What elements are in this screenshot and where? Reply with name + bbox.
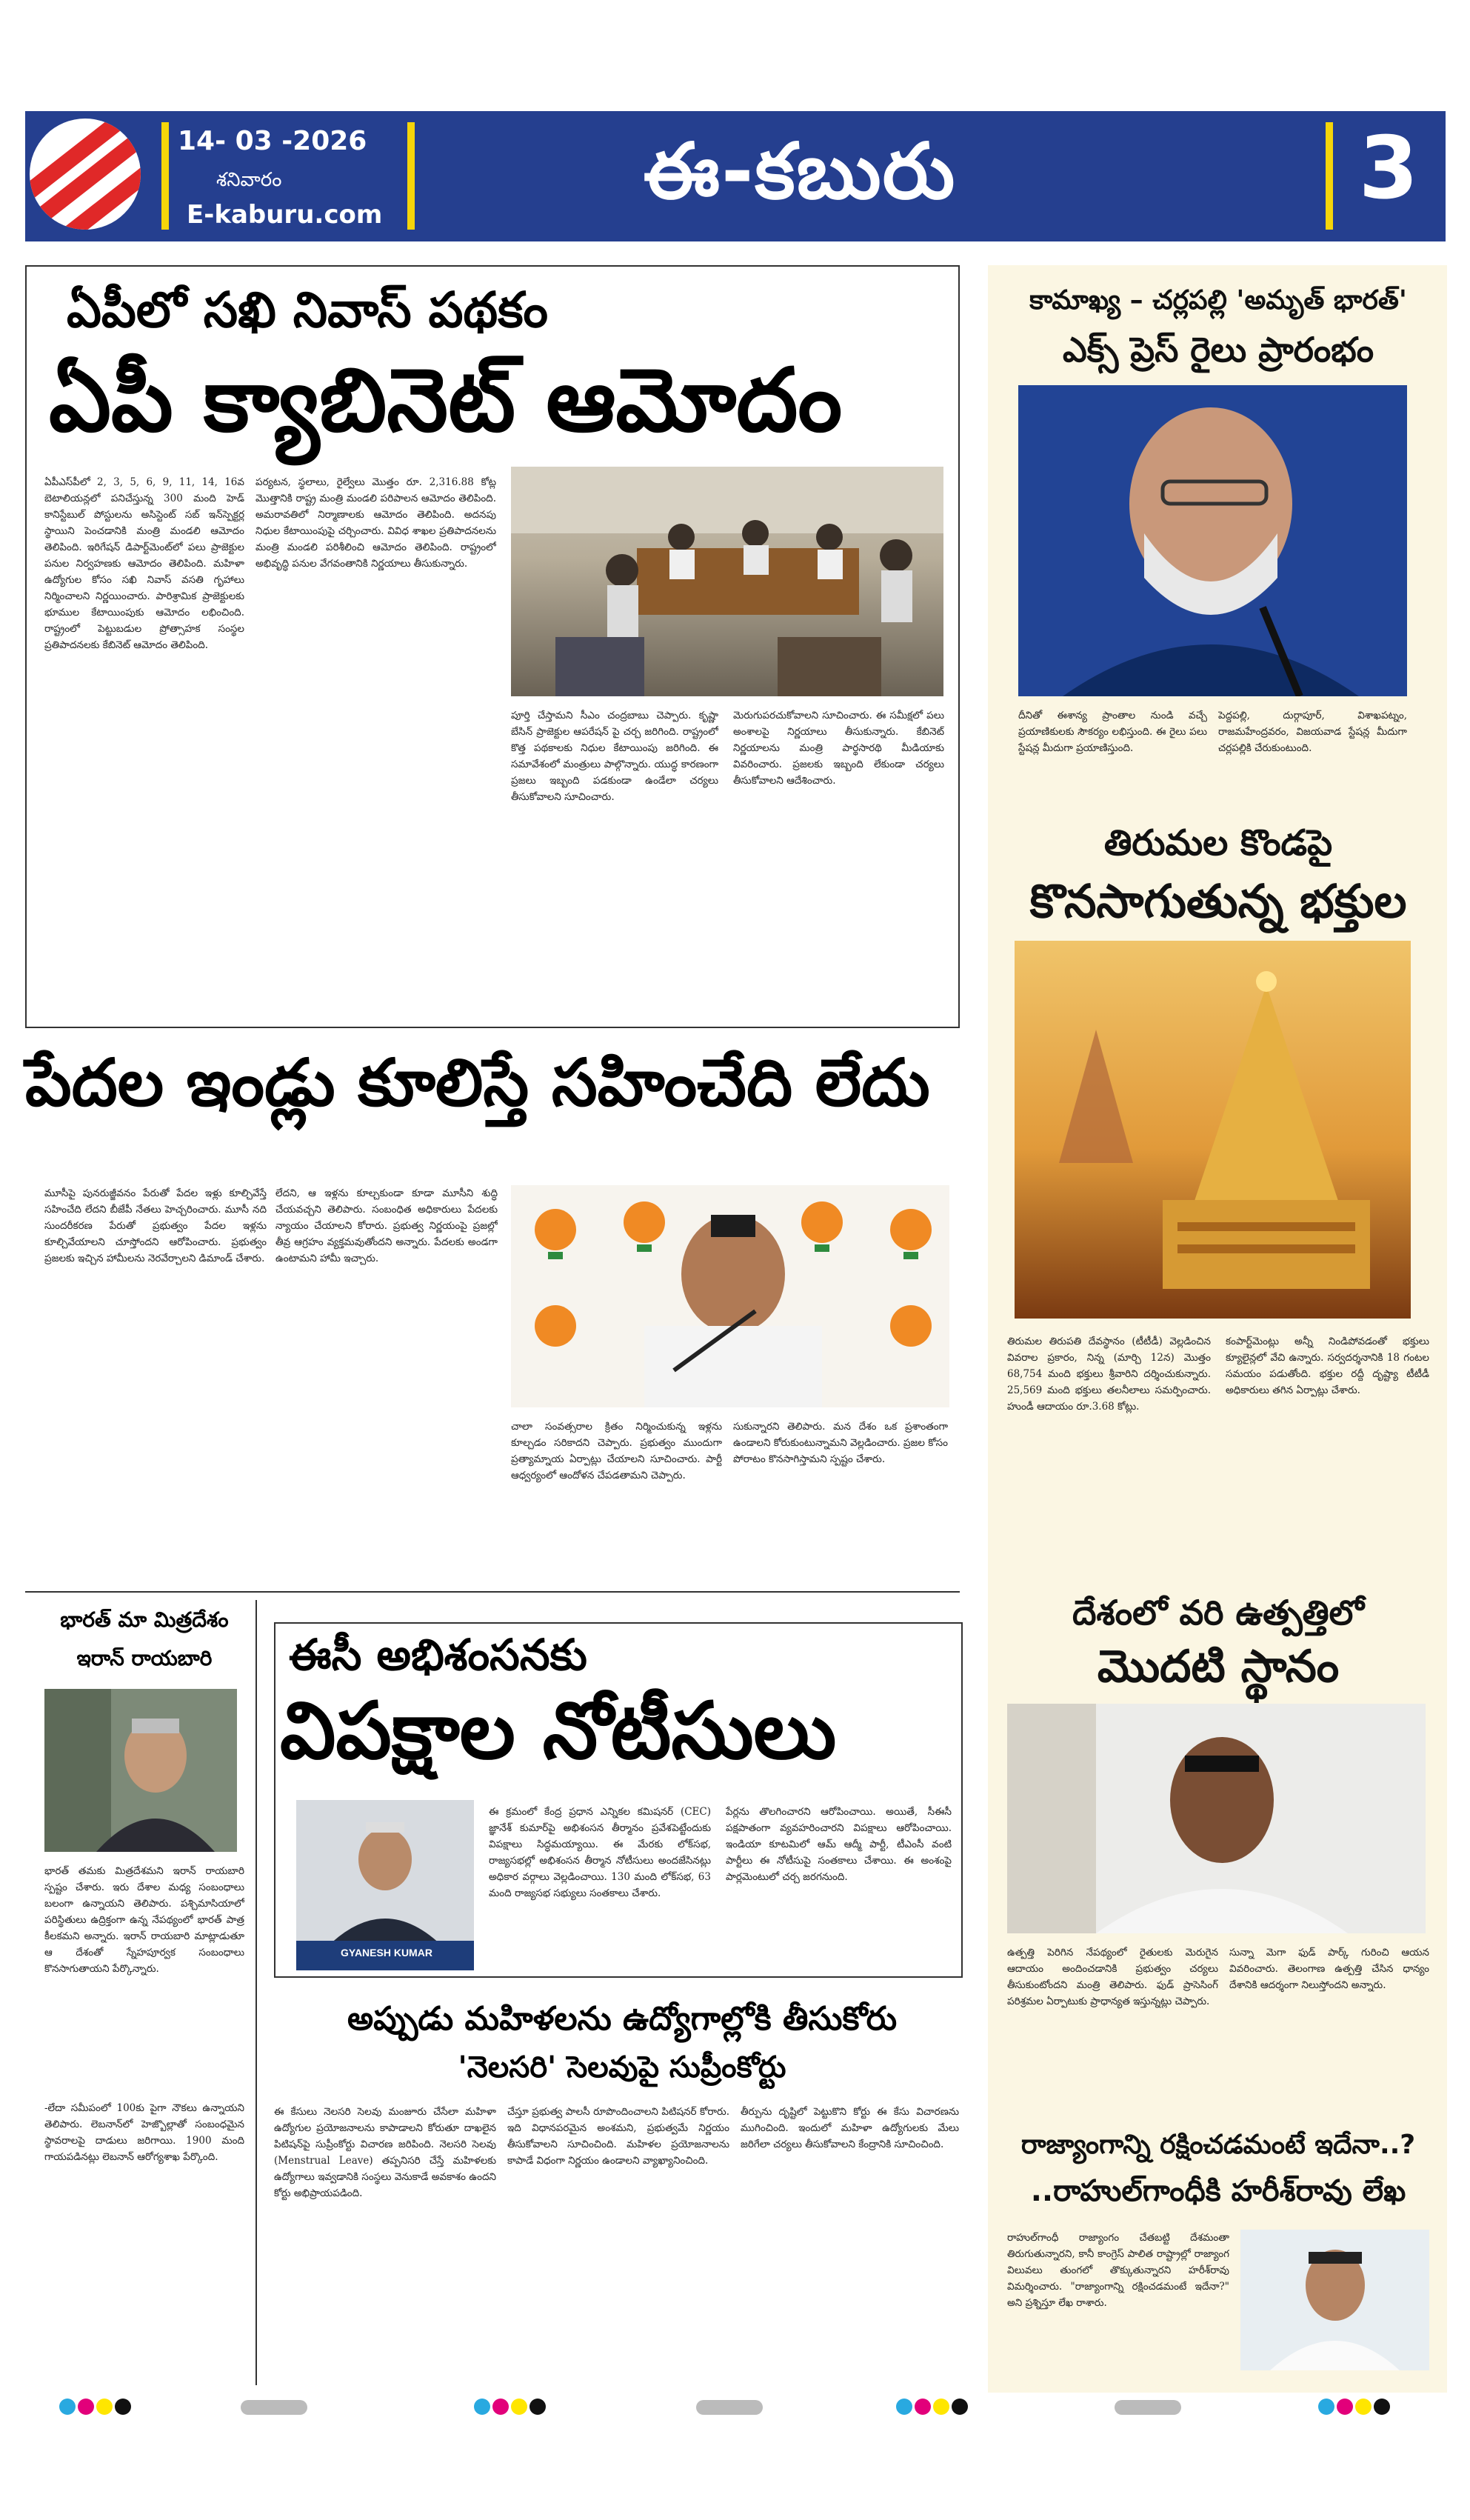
rice-headline: మొదటి స్థానం xyxy=(1097,1641,1340,1693)
harish-body: రాహుల్‌గాంధీ రాజ్యాంగం చేతబట్టి దేశమంతా తిరుగుతున్నారని, కానీ కాంగ్రెస్ పాలిత రాష్ట్రాల్లో రాజ్యాంగ విలువలు తుంగలో తొక్కుతున్నారని హరీశ్‌రావు విమర్శించారు. "రాజ్యాంగాన్ని రక్షించడమంటే ఇదేనా?" అని ప్రశ్నిస్తూ లేఖ రాశారు. xyxy=(1007,2232,1229,2309)
masthead-divider xyxy=(161,122,169,230)
rice-col1: ఉత్పత్తి పెరిగిన నేపథ్యంలో రైతులకు మెరుగైన ఆదాయం అందించడానికి ప్రభుత్వం చర్యలు తీసుకుంటోందని మంత్రి తెలిపారు. ఫుడ్ ప్రాసెసింగ్ పరిశ్రమల ఏర్పాటుకు ప్రాధాన్యత ఇస్తున్నట్లు చెప్పారు. xyxy=(1007,1947,1218,2007)
tirumala-col2: కంపార్ట్‌మెంట్లు అన్నీ నిండిపోవడంతో భక్తులు క్యూలైన్లలో వేచి ఉన్నారు. సర్వదర్శనానికి 18 గంటల సమయం పడుతోంది. భక్తుల రద్దీ దృష్ట్యా టీటీడీ అధికారులు తగిన ఏర్పాట్లు చేశారు. xyxy=(1226,1336,1429,1396)
story-houses-col1: మూసీపై పునరుజ్జీవనం పేరుతో పేదల ఇళ్లు కూల్చివేస్తే సహించేది లేదని బీజేపీ నేతలు హెచ్చరించారు. మూసీ నది సుందరీకరణ పేరుతో ప్రభుత్వం పేదల ఇళ్లను కూల్చివేయాలని చూస్తోందని ఆరోపించారు. ప్రభుత్వం ప్రజలకు ఇచ్చిన హామీలను నెరవేర్చాలని డిమాండ్ చేశారు. xyxy=(44,1187,267,1264)
story-houses-col2: లేదని, ఆ ఇళ్లను కూల్చకుండా కూడా మూసీని శుద్ధి చేయవచ్చని తెలిపారు. సంబంధిత అధికారులు పేదలకు న్యాయం చేయాలని కోరారు. ప్రభుత్వ నిర్ణయంపై ప్రజల్లో తీవ్ర ఆగ్రహం వ్యక్తమవుతోందని అన్నారు. పేదలకు అండగా ఉంటామని హామీ ఇచ్చారు. xyxy=(275,1187,498,1264)
black-swatch xyxy=(115,2399,131,2415)
modi-photo xyxy=(1018,385,1407,696)
temple-illustration xyxy=(1015,941,1411,1319)
harish-illustration xyxy=(1240,2230,1429,2370)
modi-illustration xyxy=(1018,385,1407,696)
yellow-swatch xyxy=(96,2399,113,2415)
registration-marks xyxy=(896,2399,970,2418)
newspaper-title: ఈ-కబురు xyxy=(643,126,957,216)
story-cabinet-headline: ఏపీ క్యాబినెట్ ఆమోదం xyxy=(49,349,843,451)
registration-marks xyxy=(1318,2399,1392,2418)
story-notice-col1: ఈ క్రమంలో కేంద్ర ప్రధాన ఎన్నికల కమిషనర్ (CEC) జ్ఞానేశ్ కుమార్‌పై అభిశంసన తీర్మానం ప్రవేశపెట్టేందుకు విపక్షాలు సిద్ధమయ్యాయి. ఈ మేరకు లోక్‌సభ, రాజ్యసభల్లో అభిశంసన తీర్మాన నోటీసులు అందజేసినట్లు అధికార వర్గాలు వెల్లడించాయి. 130 మంది లోక్‌సభ, 63 మంది రాజ్యసభ సభ్యులు సంతకాలు చేశారు. xyxy=(489,1806,711,1899)
train-col2: పెద్దపల్లి, దుర్గాపూర్, విశాఖపట్నం, రాజమహేంద్రవరం, విజయవాడ స్టేషన్ల మీదుగా చర్లపల్లికి చేరుకుంటుంది. xyxy=(1218,710,1407,754)
magenta-swatch xyxy=(492,2399,509,2415)
story-houses-headline: పేదల ఇండ్లు కూలిస్తే సహించేది లేదు xyxy=(25,1044,930,1121)
story-women-headline: 'నెలసరి' సెలవుపై సుప్రీంకోర్టు xyxy=(458,2050,786,2084)
grey-bar xyxy=(241,2400,307,2415)
story-notice-col2: పేర్లను తొలగించారని ఆరోపించాయి. అయితే, సీఈసీ పక్షపాతంగా వ్యవహరించారని విపక్షాలు ఆరోపించాయి. ఇండియా కూటమిలో ఆమ్ ఆద్మీ పార్టీ, టీఎంసీ వంటి పార్టీలు ఈ నోటీసుపై సంతకాలు చేశాయి. ఈ అంశంపై పార్లమెంటులో చర్చ జరగనుంది. xyxy=(726,1806,952,1883)
minister-illustration xyxy=(1007,1704,1426,1933)
magenta-swatch xyxy=(915,2399,931,2415)
story-iran-kicker: భారత్ మా మిత్రదేశం xyxy=(60,1607,229,1632)
story-women-kicker: అప్పుడు మహిళలను ఉద్యోగాల్లోకి తీసుకోరు xyxy=(347,2000,898,2038)
issue-day: శనివారం xyxy=(216,169,282,191)
story-houses-col4: సుకున్నారని తెలిపారు. మన దేశం ఒక ప్రశాంతంగా ఉండాలని కోరుకుంటున్నామని వెల్లడించారు. ప్రజల కోసం పోరాటం కొనసాగిస్తామని స్పష్టం చేశారు. xyxy=(733,1421,948,1465)
yellow-swatch xyxy=(933,2399,949,2415)
story-women-col2: చేస్తూ ప్రభుత్వ పాలసీ రూపొందించాలని పిటిషనర్ కోరారు. ఇది విధానపరమైన అంశమని, ప్రభుత్వమే నిర్ణయం తీసుకోవాలని సూచించింది. మహిళల ప్రయోజనాలను కాపాడే విధంగా నిర్ణయం ఉండాలని వ్యాఖ్యానించింది. xyxy=(507,2106,729,2167)
cabinet-meeting-illustration xyxy=(511,467,943,696)
iran-ambassador-photo xyxy=(44,1689,237,1852)
magenta-swatch xyxy=(1337,2399,1353,2415)
registration-marks xyxy=(474,2399,548,2418)
story-cabinet-col1: ఏపీఎస్‌పీలో 2, 3, 5, 6, 9, 11, 14, 16వ బెటాలియన్లలో పనిచేస్తున్న 300 మంది హెడ్ కానిస్టేబుల్ పోస్టులను అసిస్టెంట్ సబ్ ఇన్‌స్పెక్టర్ల స్థాయిని పెంచడానికి మంత్రి మండలి ఆమోదం తెలిపింది. ఇరిగేషన్ డిపార్ట్‌మెంట్‌లో పలు ప్రాజెక్టుల పనుల నిర్వహణకు ఆమోదం తెలిపింది. మహిళా ఉద్యోగుల కోసం సఖి నివాస్ వసతి గృహాలు నిర్మించాలని నిర్ణయించారు. పారిశ్రామిక ప్రాజెక్టులకు భూముల కేటాయింపుకు ఆమోదం లభించింది. రాష్ట్రంలో పెట్టుబడుల ప్రోత్సాహక సంస్థల ప్రతిపాదనలకు కేబినెట్ ఆమోదం తెలిపింది. xyxy=(44,476,244,651)
masthead-divider xyxy=(1326,122,1333,230)
story-notice-kicker: ఈసీ అభిశంసనకు xyxy=(289,1630,587,1680)
cyan-swatch xyxy=(474,2399,490,2415)
cyan-swatch xyxy=(59,2399,76,2415)
black-swatch xyxy=(529,2399,546,2415)
masthead-divider xyxy=(407,122,415,230)
story-cabinet-col2: పర్యటన, స్థలాలు, రైల్వేలు మొత్తం రూ. 2,316.88 కోట్ల మొత్తానికి రాష్ట్ర మంత్రి మండలి పరిపాలన ఆమోదం తెలిపింది. అమరావతిలో నిర్మాణాలకు ఆమోదం తెలిపింది. అదనపు నిధుల కేటాయింపుపై చర్చించారు. వివిధ శాఖల ప్రతిపాదనలను మంత్రి మండలి పరిశీలించి ఆమోదం తెలిపింది. రాష్ట్రంలో అభివృద్ధి పనుల వేగవంతానికి నిర్ణయాలు తీసుకున్నారు. xyxy=(255,476,496,570)
minister-photo xyxy=(1007,1704,1426,1933)
yellow-swatch xyxy=(511,2399,527,2415)
story-notice-headline: విపక్షాల నోటీసులు xyxy=(280,1685,837,1776)
cec-illustration xyxy=(296,1800,474,1970)
ekaburu-logo xyxy=(30,119,141,230)
harish-headline: ..రాహుల్‌గాంధీకి హరీశ్‌రావు లేఖ xyxy=(1030,2174,1406,2208)
column-rule xyxy=(255,1600,257,2385)
train-kicker: కామాఖ్య – చర్లపల్లి 'అమృత్ భారత్' xyxy=(1029,285,1407,316)
yellow-swatch xyxy=(1355,2399,1372,2415)
tirumala-temple-photo xyxy=(1015,941,1411,1319)
grey-bar xyxy=(696,2400,763,2415)
train-headline: ఎక్స్ ప్రెస్ రైలు ప్రారంభం xyxy=(1062,330,1374,370)
rice-kicker: దేశంలో వరి ఉత్పత్తిలో xyxy=(1072,1593,1364,1633)
tirumala-headline: కొనసాగుతున్న భక్తుల xyxy=(1029,874,1407,928)
site-url: E-kaburu.com xyxy=(187,200,383,230)
tirumala-kicker: తిరుమల కొండపై xyxy=(1103,822,1333,864)
section-divider xyxy=(25,1591,960,1593)
registration-marks xyxy=(59,2399,133,2418)
harish-rao-photo xyxy=(1240,2230,1429,2370)
cyan-swatch xyxy=(1318,2399,1334,2415)
black-swatch xyxy=(952,2399,968,2415)
harish-kicker: రాజ్యాంగాన్ని రక్షించడమంటే ఇదేనా..? xyxy=(1020,2130,1416,2160)
train-col1: దీనితో ఈశాన్య ప్రాంతాల నుండి వచ్చే ప్రయాణికులకు సౌకర్యం లభిస్తుంది. ఈ రైలు పలు స్టేషన్ల మీదుగా ప్రయాణిస్తుంది. xyxy=(1018,710,1207,754)
story-cabinet-col3: పూర్తి చేస్తామని సీఎం చంద్రబాబు చెప్పారు. కృష్ణా బేసిన్ ప్రాజెక్టుల ఆపరేషన్ పై చర్చ జరిగింది. రాష్ట్రంలో కొత్త పథకాలకు నిధుల కేటాయింపు జరిగింది. ఈ సమావేశంలో మంత్రులు పాల్గొన్నారు. యుద్ధ కారణంగా ప్రజలు ఇబ్బంది పడకుండా ఉండేలా చర్యలు తీసుకోవాలని సూచించారు. xyxy=(511,710,718,803)
grey-bar xyxy=(1115,2400,1181,2415)
magenta-swatch xyxy=(78,2399,94,2415)
bjp-leader-photo xyxy=(511,1185,949,1407)
tirumala-col1: తిరుమల తిరుపతి దేవస్థానం (టీటీడీ) వెల్లడించిన వివరాల ప్రకారం, నిన్న (మార్చి 12న) మొత్తం 68,754 మంది భక్తులు శ్రీవారిని దర్శించుకున్నారు. 25,569 మంది భక్తులు తలనీలాలు సమర్పించారు. హుండీ ఆదాయం రూ.3.68 కోట్లు. xyxy=(1007,1336,1211,1413)
cyan-swatch xyxy=(896,2399,912,2415)
story-iran-body2: -లేదా సమీపంలో 100కు పైగా నౌకలు ఉన్నాయని తెలిపారు. లెబనాన్‌లో హెజ్బొల్లాతో సంబంధమైన స్థావరాలపై దాడులు జరిగాయి. 1900 మంది గాయపడినట్లు లెబనాన్ ఆరోగ్యశాఖ పేర్కొంది. xyxy=(44,2102,244,2163)
cabinet-meeting-photo xyxy=(511,467,943,696)
rice-col2: సున్నా మెగా ఫుడ్ పార్క్ గురించి ఆయన వివరించారు. తెలంగాణ ఉత్పత్తి చేసిన ధాన్యం దేశానికి ఆదర్శంగా నిలుస్తోందని అన్నారు. xyxy=(1229,1947,1429,1991)
story-houses-col3: చాలా సంవత్సరాల క్రితం నిర్మించుకున్న ఇళ్లను కూల్చడం సరికాదని చెప్పారు. ప్రభుత్వం ముందుగా ప్రత్యామ్నాయ ఏర్పాట్లు చేయాలని సూచించారు. పార్టీ ఆధ్వర్యంలో ఆందోళన చేపడతామని చెప్పారు. xyxy=(511,1421,722,1481)
story-women-col1: ఈ కేసులు నెలసరి సెలవు మంజూరు చేసేలా మహిళా ఉద్యోగుల ప్రయోజనాలను కాపాడాలని కోరుతూ దాఖలైన పిటిషన్‌పై సుప్రీంకోర్టు విచారణ జరిపింది. నెలసరి సెలవు (Menstrual Leave) తప్పనిసరి చేస్తే మహిళలకు ఉద్యోగాలు ఇవ్వడానికి సంస్థలు వెనుకాడే అవకాశం ఉందని కోర్టు అభిప్రాయపడింది. xyxy=(274,2106,496,2199)
black-swatch xyxy=(1374,2399,1390,2415)
story-women-col3: తీర్పును దృష్టిలో పెట్టుకొని కోర్టు ఈ కేసు విచారణను ముగించింది. ఇందులో మహిళా ఉద్యోగులకు మేలు జరిగేలా చర్యలు తీసుకోవాలని కేంద్రానికి సూచించింది. xyxy=(741,2106,959,2150)
story-iran-subhead: ఇరాన్ రాయబారి xyxy=(76,1646,213,1670)
photo-caption: GYANESH KUMAR xyxy=(341,1947,432,1959)
gyanesh-kumar-photo xyxy=(296,1800,474,1970)
story-iran-body: భారత్ తమకు మిత్రదేశమని ఇరాన్ రాయబారి స్పష్టం చేశారు. ఇరు దేశాల మధ్య సంబంధాలు బలంగా ఉన్నాయని తెలిపారు. పశ్చిమాసియాలో పరిస్థితులు ఉద్రిక్తంగా ఉన్న నేపథ్యంలో భారత్ పాత్ర కీలకమని అన్నారు. ఇరాన్ రాయబారి మాట్లాడుతూ ఆ దేశంతో స్నేహపూర్వక సంబంధాలు కొనసాగుతాయని పేర్కొన్నారు. xyxy=(44,1865,244,1975)
story-cabinet-col4: మెరుగుపరచుకోవాలని సూచించారు. ఈ సమీక్షలో పలు అంశాలపై నిర్ణయాలు తీసుకున్నారు. కేబినెట్ నిర్ణయాలను మంత్రి పార్థసారథి మీడియాకు వివరించారు. ప్రజలకు ఇబ్బంది లేకుండా చర్యలు తీసుకోవాలని ఆదేశించారు. xyxy=(733,710,944,787)
story-cabinet-kicker: ఏపీలో సఖి నివాస్ పథకం xyxy=(67,281,548,339)
ambassador-illustration xyxy=(44,1689,237,1852)
bjp-press-illustration xyxy=(511,1185,949,1407)
page-number: 3 xyxy=(1358,119,1419,219)
issue-date: 14- 03 -2026 xyxy=(178,126,367,156)
